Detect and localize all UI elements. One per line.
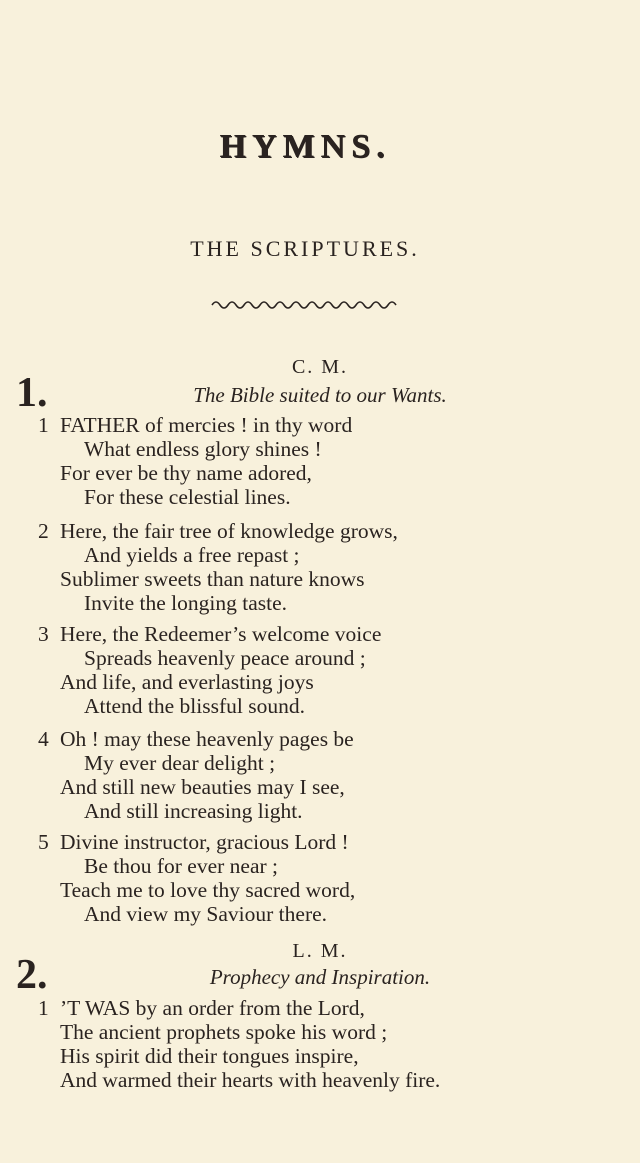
verse-line: Invite the longing taste.	[84, 591, 288, 615]
verse-line: And view my Saviour there.	[84, 902, 328, 926]
verse-number: 2	[38, 519, 49, 543]
hymn-2-verse-1	[38, 996, 628, 1092]
verse-line: And still new beauties may I see,	[60, 775, 345, 799]
hymn-1-verse-4	[38, 727, 628, 823]
hymn-1-verse-2	[38, 519, 628, 615]
verse-line: His spirit did their tongues inspire,	[60, 1044, 359, 1068]
verse-line: My ever dear delight ;	[84, 751, 276, 775]
section-heading: THE SCRIPTURES.	[190, 236, 420, 261]
verse-line: For ever be thy name adored,	[60, 461, 312, 485]
hymn-1-verse-5	[38, 830, 628, 926]
verse-line: Sublimer sweets than nature knows	[60, 567, 365, 591]
verse-line: Teach me to love thy sacred word,	[60, 878, 356, 902]
verse-line: 3 Here, the Redeemer’s welcome voice	[38, 622, 382, 646]
verse-line: 1 ’T WAS by an order from the Lord,	[38, 996, 365, 1020]
verse-number: 3	[38, 622, 49, 646]
verse-line: And life, and everlasting joys	[60, 670, 314, 694]
hymn-1-verse-1	[38, 413, 628, 509]
verse-line: 2 Here, the fair tree of knowledge grows,	[38, 519, 398, 543]
verse-line: The ancient prophets spoke his word ;	[60, 1020, 388, 1044]
verse-line: 1 FATHER of mercies ! in thy word	[38, 413, 353, 437]
verse-number: 1	[38, 996, 49, 1020]
verse-line: Attend the blissful sound.	[84, 694, 305, 718]
verse-line: 5 Divine instructor, gracious Lord !	[38, 830, 349, 854]
verse-line: 4 Oh ! may these heavenly pages be	[38, 727, 354, 751]
verse-line: Spreads heavenly peace around ;	[84, 646, 366, 670]
hymn-2-number: 2.	[16, 952, 48, 998]
hymn-1-verse-3	[38, 622, 628, 718]
verse-line: What endless glory shines !	[84, 437, 322, 461]
hymn-1-subject: The Bible suited to our Wants.	[193, 383, 447, 407]
verse-line: For these celestial lines.	[84, 485, 291, 509]
verse-number: 5	[38, 830, 49, 854]
verse-line: And still increasing light.	[84, 799, 303, 823]
verse-line: And warmed their hearts with heavenly fire.	[60, 1068, 441, 1092]
hymn-2-subject: Prophecy and Inspiration.	[209, 965, 431, 989]
verse-line: And yields a free repast ;	[84, 543, 300, 567]
page-title: HYMNS.	[219, 128, 391, 165]
verse-number: 4	[38, 727, 49, 751]
verse-line: Be thou for ever near ;	[84, 854, 279, 878]
hymn-2-meter: L. M.	[292, 940, 348, 962]
verse-number: 1	[38, 413, 49, 437]
hymn-1-meter: C. M.	[291, 356, 349, 378]
hymn-1-number: 1.	[16, 370, 48, 416]
wavy-divider	[210, 298, 400, 312]
